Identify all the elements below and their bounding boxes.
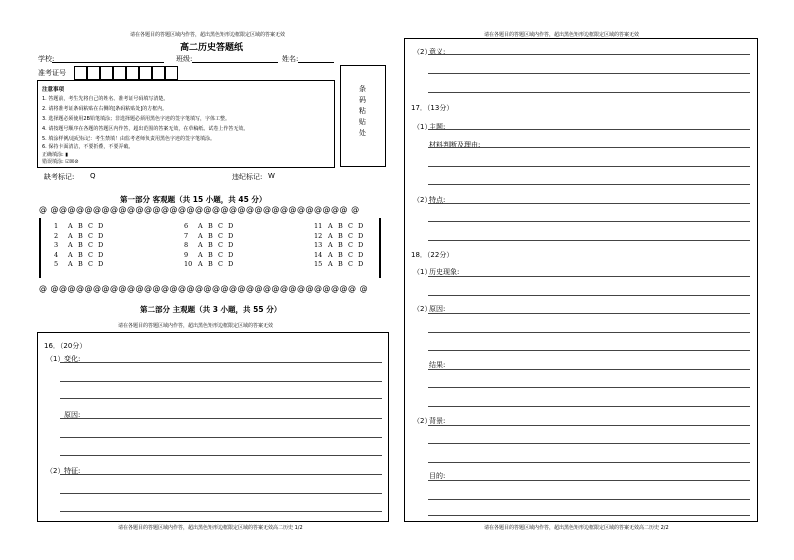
choice-row	[314, 241, 368, 251]
part2-title: 第二部分 主观题（共 3 小题，共 55 分）	[140, 305, 282, 314]
answer-line[interactable]	[60, 381, 382, 382]
q18-part2-label: 原因:	[429, 305, 446, 313]
option-bubble-d[interactable]: D	[358, 231, 364, 240]
choice-row	[54, 232, 108, 242]
option-bubble-a[interactable]: A	[198, 241, 203, 249]
option-bubble-d[interactable]: D	[98, 231, 104, 240]
choice-row	[54, 241, 108, 251]
exam-no-cell[interactable]	[74, 66, 87, 80]
option-bubble-c[interactable]: C	[348, 231, 353, 240]
q17-part1-no: （1）	[413, 123, 432, 131]
question-number: 7	[184, 231, 189, 240]
left-rail	[39, 218, 41, 278]
option-bubble-b[interactable]: B	[338, 250, 343, 259]
option-bubble-a[interactable]: A	[68, 231, 73, 240]
q16-part1-label: 变化:	[64, 355, 81, 363]
choice-row	[314, 222, 368, 232]
exam-no-cell[interactable]	[152, 66, 165, 80]
q17-material-label: 材料判断及理由:	[429, 141, 481, 149]
option-bubble-a[interactable]: A	[68, 222, 73, 230]
option-bubble-c[interactable]: C	[88, 231, 93, 240]
option-bubble-c[interactable]: C	[88, 241, 93, 249]
q16-part2b-no: （2）	[413, 48, 432, 56]
answer-line[interactable]	[60, 455, 382, 456]
option-bubble-c[interactable]: C	[348, 250, 353, 259]
q16-reason-label: 原因:	[64, 411, 81, 419]
option-bubble-a[interactable]: A	[328, 260, 333, 268]
option-bubble-a[interactable]: A	[198, 250, 203, 259]
q17-part2-no: （2）	[413, 196, 432, 204]
option-bubble-c[interactable]: C	[218, 250, 223, 259]
option-bubble-d[interactable]: D	[228, 260, 234, 268]
q18-part3-label: 背景:	[429, 417, 446, 425]
exam-no-label: 准考证号	[38, 69, 66, 77]
answer-line[interactable]	[60, 418, 382, 419]
q16-title: 16．（20分）	[44, 342, 87, 350]
answer-line[interactable]	[60, 511, 382, 512]
question-number: 14	[314, 250, 323, 259]
option-bubble-a[interactable]: A	[328, 231, 333, 240]
option-bubble-a[interactable]: A	[328, 250, 333, 259]
notice-top-left: 请在各题目的答题区域内作答，超出黑色矩形边框限定区域的答案无效	[130, 32, 286, 38]
option-bubble-b[interactable]: B	[338, 231, 343, 240]
precaution-item: 6. 保持卡面清洁，不要折叠，不要弄破。	[42, 144, 134, 150]
exam-no-cell[interactable]	[126, 66, 139, 80]
answer-line[interactable]	[428, 350, 750, 351]
answer-line[interactable]	[428, 221, 750, 222]
option-bubble-c[interactable]: C	[88, 250, 93, 259]
question-number: 3	[54, 241, 59, 249]
q16-part2-label: 特征:	[64, 467, 81, 475]
option-bubble-a[interactable]: A	[68, 241, 73, 249]
answer-line[interactable]	[428, 184, 750, 185]
choice-row	[314, 232, 368, 242]
choice-column-3	[314, 222, 368, 270]
answer-line[interactable]	[428, 387, 750, 388]
question-number: 9	[184, 250, 189, 259]
choice-column-1	[54, 222, 108, 270]
answer-line[interactable]	[428, 240, 750, 241]
option-bubble-b[interactable]: B	[338, 241, 343, 249]
answer-line[interactable]	[60, 474, 382, 475]
choice-row	[184, 241, 238, 251]
choice-row	[184, 222, 238, 232]
footer-right: 请在各题目的答题区域内作答，超出黑色矩形边框限定区域的答案无效高二历史 2/2	[484, 525, 669, 531]
question-number: 4	[54, 250, 59, 259]
q16-part2-no: （2）	[46, 467, 65, 475]
choice-row	[54, 222, 108, 232]
class-field[interactable]	[192, 62, 278, 63]
right-answer-box	[404, 38, 758, 522]
option-bubble-d[interactable]: D	[358, 260, 364, 268]
question-number: 6	[184, 222, 189, 230]
answer-line[interactable]	[428, 54, 750, 55]
barcode-text: 条 码 粘 贴 处	[359, 85, 366, 137]
option-bubble-b[interactable]: B	[208, 222, 213, 230]
choice-row	[184, 260, 238, 270]
question-number: 2	[54, 231, 59, 240]
q18-title: 18．（22分）	[411, 251, 454, 259]
q18-part3-no: （2）	[413, 417, 432, 425]
name-label: 姓名:	[282, 55, 299, 63]
precaution-item: 4. 请按题号顺序在各题的答题区内作答，超出范围的答案无效，在草稿纸、试卷上作答无效。	[42, 126, 249, 132]
answer-line[interactable]	[60, 493, 382, 494]
option-bubble-b[interactable]: B	[78, 260, 83, 268]
choice-column-2	[184, 222, 238, 270]
answer-line[interactable]	[428, 203, 750, 204]
q17-part1-label: 主题:	[429, 123, 446, 131]
q18-purpose-label: 目的:	[429, 472, 446, 480]
option-bubble-b[interactable]: B	[208, 241, 213, 249]
option-bubble-a[interactable]: A	[68, 250, 73, 259]
answer-line[interactable]	[428, 129, 750, 130]
barcode-box	[340, 65, 386, 167]
notice-top-right: 请在各题目的答题区域内作答，超出黑色矩形边框限定区域的答案无效	[484, 32, 640, 38]
exam-no-cell[interactable]	[100, 66, 113, 80]
option-bubble-d[interactable]: D	[98, 222, 104, 230]
q18-part1-label: 历史现象:	[429, 268, 460, 276]
alignment-row-bottom: @ @@@@@@@@@@@@@@@@@@@@@@@@@@@@@@@@@@@@ @	[39, 284, 369, 293]
question-number: 15	[314, 260, 323, 268]
absent-mark[interactable]: Q	[90, 172, 96, 180]
option-bubble-d[interactable]: D	[228, 222, 234, 230]
option-bubble-c[interactable]: C	[88, 260, 93, 268]
option-bubble-b[interactable]: B	[78, 250, 83, 259]
q18-result-label: 结果:	[429, 361, 446, 369]
option-bubble-d[interactable]: D	[358, 222, 364, 230]
answer-line[interactable]	[428, 73, 750, 74]
precaution-item: 3. 选择题必须使用2B铅笔填涂；非选择题必须用黑色字迹的签字笔填写，字体工整。	[42, 116, 230, 122]
answer-line[interactable]	[428, 443, 750, 444]
option-bubble-a[interactable]: A	[68, 260, 73, 268]
option-bubble-c[interactable]: C	[218, 260, 223, 268]
question-number: 10	[184, 260, 193, 268]
school-field[interactable]	[52, 62, 164, 63]
choice-row	[314, 260, 368, 270]
choice-row	[54, 260, 108, 270]
precaution-item: 1. 答题前，考生先将自己的姓名、准考证号码填写清楚。	[42, 96, 169, 102]
option-bubble-c[interactable]: C	[348, 222, 353, 230]
answer-line[interactable]	[428, 313, 750, 314]
answer-line[interactable]	[428, 406, 750, 407]
option-bubble-b[interactable]: B	[208, 260, 213, 268]
option-bubble-c[interactable]: C	[218, 241, 223, 249]
question-number: 13	[314, 241, 323, 249]
option-bubble-b[interactable]: B	[208, 250, 213, 259]
precautions-box	[37, 80, 335, 168]
name-field[interactable]	[298, 62, 334, 63]
question-number: 1	[54, 222, 59, 230]
precaution-item: 5. 填涂样例/违纪标记：考生禁填！由监考老师负责用黑色字迹的签字笔填涂。	[42, 136, 216, 142]
precaution-item: 2. 请将准考证条码粘贴在右侧的[条码粘贴处]的方框内。	[42, 106, 168, 112]
footer-left: 请在各题目的答题区域内作答，超出黑色矩形边框限定区域的答案无效高二历史 1/2	[118, 525, 303, 531]
option-bubble-d[interactable]: D	[228, 241, 234, 249]
q17-part2-label: 特点:	[429, 196, 446, 204]
question-number: 12	[314, 231, 323, 240]
q17-title: 17．（13分）	[411, 104, 454, 112]
class-label: 班级:	[176, 55, 193, 63]
answer-line[interactable]	[428, 480, 750, 481]
right-rail	[379, 218, 381, 278]
option-bubble-b[interactable]: B	[208, 231, 213, 240]
option-bubble-b[interactable]: B	[78, 241, 83, 249]
right-sample: 正确填涂: ▮	[42, 152, 69, 158]
answer-line[interactable]	[428, 166, 750, 167]
question-number: 11	[314, 222, 323, 230]
choice-row	[54, 251, 108, 261]
option-bubble-a[interactable]: A	[328, 241, 333, 249]
option-bubble-a[interactable]: A	[328, 222, 333, 230]
q16-part2b-label: 意义:	[429, 48, 446, 56]
answer-line[interactable]	[60, 437, 382, 438]
answer-line[interactable]	[428, 92, 750, 93]
option-bubble-c[interactable]: C	[218, 231, 223, 240]
option-bubble-c[interactable]: C	[88, 222, 93, 230]
option-bubble-d[interactable]: D	[98, 250, 104, 259]
question-number: 8	[184, 241, 189, 249]
option-bubble-a[interactable]: A	[198, 260, 203, 268]
exam-no-cell[interactable]	[139, 66, 152, 80]
choice-row	[184, 232, 238, 242]
question-number: 5	[54, 260, 59, 268]
precautions-title: 注意事项	[42, 87, 65, 93]
option-bubble-d[interactable]: D	[98, 241, 104, 249]
answer-line[interactable]	[428, 515, 750, 516]
absent-label: 缺考标记:	[44, 173, 75, 181]
option-bubble-d[interactable]: D	[228, 250, 234, 259]
option-bubble-a[interactable]: A	[198, 222, 203, 230]
option-bubble-d[interactable]: D	[98, 260, 104, 268]
exam-no-cell[interactable]	[165, 66, 178, 80]
choice-row	[184, 251, 238, 261]
alignment-row-top: @ @@@@@@@@@@@@@@@@@@@@@@@@@@@@@@@@@@@ @	[39, 205, 360, 214]
option-bubble-b[interactable]: B	[338, 222, 343, 230]
violation-mark[interactable]: W	[268, 172, 275, 180]
answer-line[interactable]	[428, 147, 750, 148]
q16-part1-no: （1）	[46, 355, 65, 363]
violation-label: 违纪标记:	[232, 173, 263, 181]
answer-line[interactable]	[428, 369, 750, 370]
answer-line[interactable]	[428, 295, 750, 296]
choice-row	[314, 251, 368, 261]
exam-no-cell[interactable]	[113, 66, 126, 80]
answer-line[interactable]	[428, 332, 750, 333]
option-bubble-a[interactable]: A	[198, 231, 203, 240]
notice-mid: 请在各题目的答题区域内作答，超出黑色矩形边框限定区域的答案无效	[118, 323, 274, 329]
exam-no-cell[interactable]	[87, 66, 100, 80]
part1-title: 第一部分 客观题（共 15 小题，共 45 分）	[120, 195, 267, 204]
wrong-sample: 错误填涂: ☑☒⊘	[42, 159, 79, 165]
option-bubble-d[interactable]: D	[228, 231, 234, 240]
option-bubble-d[interactable]: D	[358, 241, 364, 249]
option-bubble-b[interactable]: B	[338, 260, 343, 268]
school-label: 学校:	[38, 55, 55, 63]
option-bubble-c[interactable]: C	[348, 260, 353, 268]
option-bubble-d[interactable]: D	[358, 250, 364, 259]
answer-line[interactable]	[428, 462, 750, 463]
answer-line[interactable]	[60, 362, 382, 363]
option-bubble-b[interactable]: B	[78, 222, 83, 230]
q18-part2-no: （2）	[413, 305, 432, 313]
option-bubble-b[interactable]: B	[78, 231, 83, 240]
page-title: 高二历史答题纸	[180, 43, 244, 53]
q18-part1-no: （1）	[413, 268, 432, 276]
answer-line[interactable]	[428, 276, 750, 277]
answer-line[interactable]	[428, 425, 750, 426]
answer-line[interactable]	[428, 499, 750, 500]
option-bubble-c[interactable]: C	[218, 222, 223, 230]
option-bubble-c[interactable]: C	[348, 241, 353, 249]
answer-line[interactable]	[60, 398, 382, 399]
